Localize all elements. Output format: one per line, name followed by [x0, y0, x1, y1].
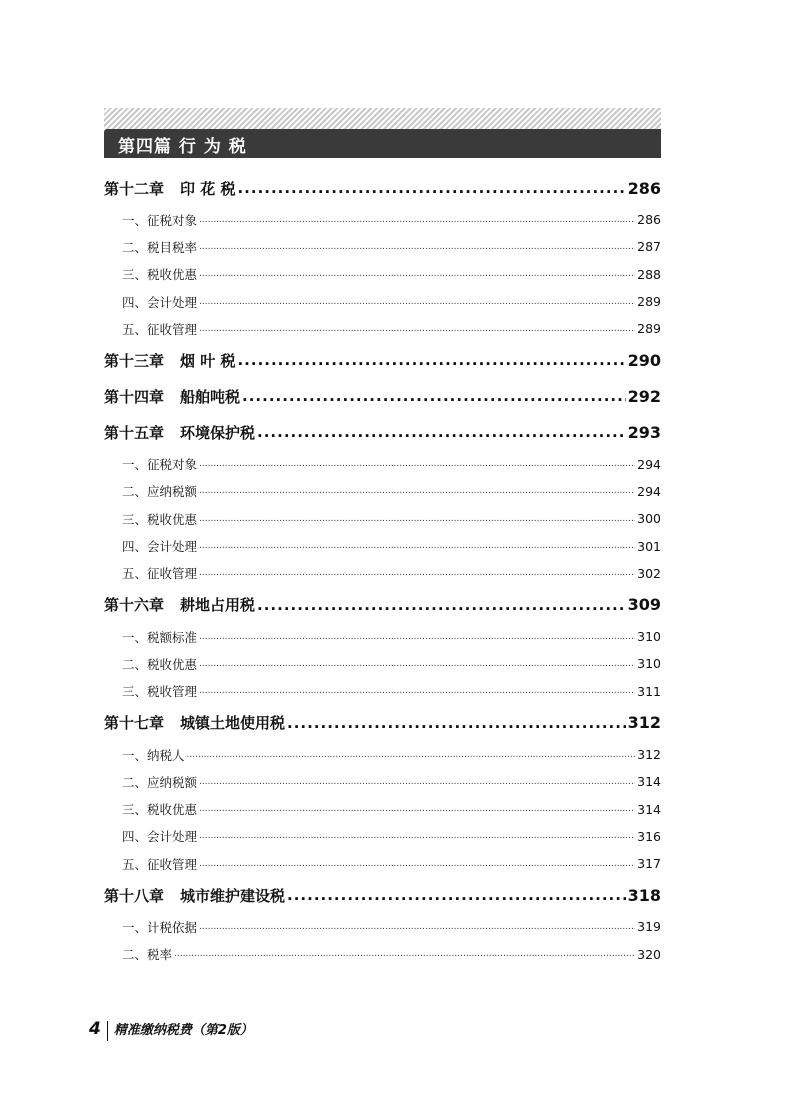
dot-leader [199, 324, 635, 334]
toc-section-entry[interactable] [104, 823, 661, 850]
dot-leader [257, 596, 626, 614]
chapter-title: 印 花 税 [180, 179, 236, 198]
dot-leader [199, 686, 635, 696]
dot-leader [199, 459, 635, 469]
chapter-title: 烟 叶 税 [180, 351, 236, 370]
dot-leader [199, 777, 635, 787]
section-title: 三、税收优惠 [122, 267, 198, 283]
toc-section-entry[interactable] [104, 768, 661, 795]
section-title: 一、征税对象 [122, 212, 198, 228]
dot-leader [199, 659, 635, 669]
toc-section-entry[interactable] [104, 288, 661, 315]
toc-section-entry[interactable] [104, 795, 661, 822]
toc-chapter-entry[interactable] [104, 378, 661, 414]
page-ref: 314 [637, 801, 661, 817]
section-title: 五、征收管理 [122, 566, 198, 582]
page-ref: 312 [627, 713, 661, 733]
page-ref: 300 [637, 511, 661, 527]
toc-section-entry[interactable] [104, 650, 661, 677]
page-ref: 290 [627, 350, 661, 370]
section-title: 三、税收管理 [122, 684, 198, 700]
part-banner [104, 108, 661, 158]
toc-section-entry[interactable] [104, 623, 661, 650]
section-title: 二、应纳税额 [122, 484, 198, 500]
section-title: 二、应纳税额 [122, 774, 198, 790]
page-ref: 301 [637, 538, 661, 554]
page-number: 4 [89, 1019, 101, 1039]
toc-chapter-entry[interactable] [104, 342, 661, 378]
part-banner-stripes [104, 108, 661, 129]
dot-leader [199, 568, 635, 578]
dot-leader [174, 949, 635, 959]
toc-chapter-entry[interactable] [104, 877, 661, 913]
toc-chapter-entry[interactable] [104, 414, 661, 450]
section-title: 三、税收优惠 [122, 511, 198, 527]
toc-section-entry[interactable] [104, 850, 661, 877]
dot-leader [199, 859, 635, 869]
page-ref: 311 [637, 683, 661, 699]
page-ref: 286 [637, 212, 661, 228]
page-ref: 302 [637, 565, 661, 581]
chapter-number: 第十七章 [104, 714, 165, 733]
dot-leader [237, 351, 625, 369]
dot-leader [199, 922, 635, 932]
dot-leader [237, 179, 625, 197]
chapter-number: 第十四章 [104, 387, 165, 406]
chapter-number: 第十五章 [104, 423, 165, 442]
section-title: 五、征收管理 [122, 321, 198, 337]
dot-leader [199, 242, 635, 252]
section-title: 四、会计处理 [122, 829, 198, 845]
dot-leader [187, 750, 636, 760]
section-title: 一、纳税人 [122, 747, 185, 763]
page-ref: 288 [637, 266, 661, 282]
dot-leader [199, 486, 635, 496]
page-ref: 293 [627, 422, 661, 442]
chapter-title: 城市维护建设税 [180, 886, 286, 905]
chapter-number: 第十二章 [104, 179, 165, 198]
page-ref: 318 [627, 885, 661, 905]
toc-section-entry[interactable] [104, 478, 661, 505]
toc-chapter-entry[interactable] [104, 705, 661, 741]
toc-section-entry[interactable] [104, 233, 661, 260]
dot-leader [199, 269, 635, 279]
chapter-number: 第十三章 [104, 351, 165, 370]
section-title: 二、税目税率 [122, 239, 198, 255]
page-ref: 289 [637, 321, 661, 337]
dot-leader [287, 886, 626, 904]
toc-section-entry[interactable] [104, 560, 661, 587]
page-ref: 316 [637, 828, 661, 844]
page-footer [89, 1019, 253, 1041]
page-ref: 286 [627, 178, 661, 198]
page-ref: 289 [637, 294, 661, 310]
dot-leader [199, 632, 635, 642]
chapter-title: 环境保护税 [180, 423, 256, 442]
page-ref: 319 [637, 919, 661, 935]
toc-section-entry[interactable] [104, 450, 661, 477]
dot-leader [199, 541, 635, 551]
page-ref: 312 [637, 747, 661, 762]
toc-section-entry[interactable] [104, 206, 661, 233]
dot-leader [287, 714, 626, 732]
chapter-number: 第十六章 [104, 596, 165, 615]
page-ref: 287 [637, 239, 661, 255]
toc-section-entry[interactable] [104, 315, 661, 342]
page-ref: 310 [637, 629, 661, 645]
page-ref: 320 [637, 946, 661, 962]
section-title: 二、税收优惠 [122, 656, 198, 672]
section-title: 一、计税依据 [122, 919, 198, 935]
dot-leader [199, 297, 635, 307]
section-title: 五、征收管理 [122, 856, 198, 872]
page-ref: 314 [637, 774, 661, 790]
section-title: 四、会计处理 [122, 539, 198, 555]
chapter-title: 城镇土地使用税 [180, 714, 286, 733]
chapter-title: 船舶吨税 [180, 387, 241, 406]
dot-leader [242, 387, 626, 405]
dot-leader [199, 831, 635, 841]
section-title: 三、税收优惠 [122, 802, 198, 818]
page-ref: 292 [627, 386, 661, 406]
dot-leader [257, 423, 626, 441]
page-ref: 317 [637, 856, 661, 872]
page-ref: 294 [637, 483, 661, 499]
chapter-number: 第十八章 [104, 886, 165, 905]
section-title: 四、会计处理 [122, 294, 198, 310]
footer-divider [107, 1021, 108, 1041]
toc-chapter-entry[interactable] [104, 587, 661, 623]
section-title: 一、征税对象 [122, 457, 198, 473]
section-title: 二、税率 [122, 947, 173, 963]
table-of-contents [104, 170, 661, 968]
chapter-title: 耕地占用税 [180, 596, 256, 615]
toc-section-entry[interactable] [104, 741, 661, 768]
toc-section-entry[interactable] [104, 532, 661, 559]
toc-chapter-entry[interactable] [104, 170, 661, 206]
toc-section-entry[interactable] [104, 505, 661, 532]
toc-section-entry[interactable] [104, 261, 661, 288]
page-ref: 309 [627, 595, 661, 615]
toc-section-entry[interactable] [104, 678, 661, 705]
dot-leader [199, 514, 635, 524]
section-title: 一、税额标准 [122, 629, 198, 645]
part-title: 第四篇 行 为 税 [118, 137, 247, 157]
book-title: 精准缴纳税费（第2版） [113, 1023, 253, 1038]
dot-leader [199, 215, 635, 225]
dot-leader [199, 804, 635, 814]
page-ref: 310 [637, 656, 661, 672]
toc-section-entry[interactable] [104, 913, 661, 940]
toc-section-entry[interactable] [104, 941, 661, 968]
page-ref: 294 [637, 456, 661, 472]
